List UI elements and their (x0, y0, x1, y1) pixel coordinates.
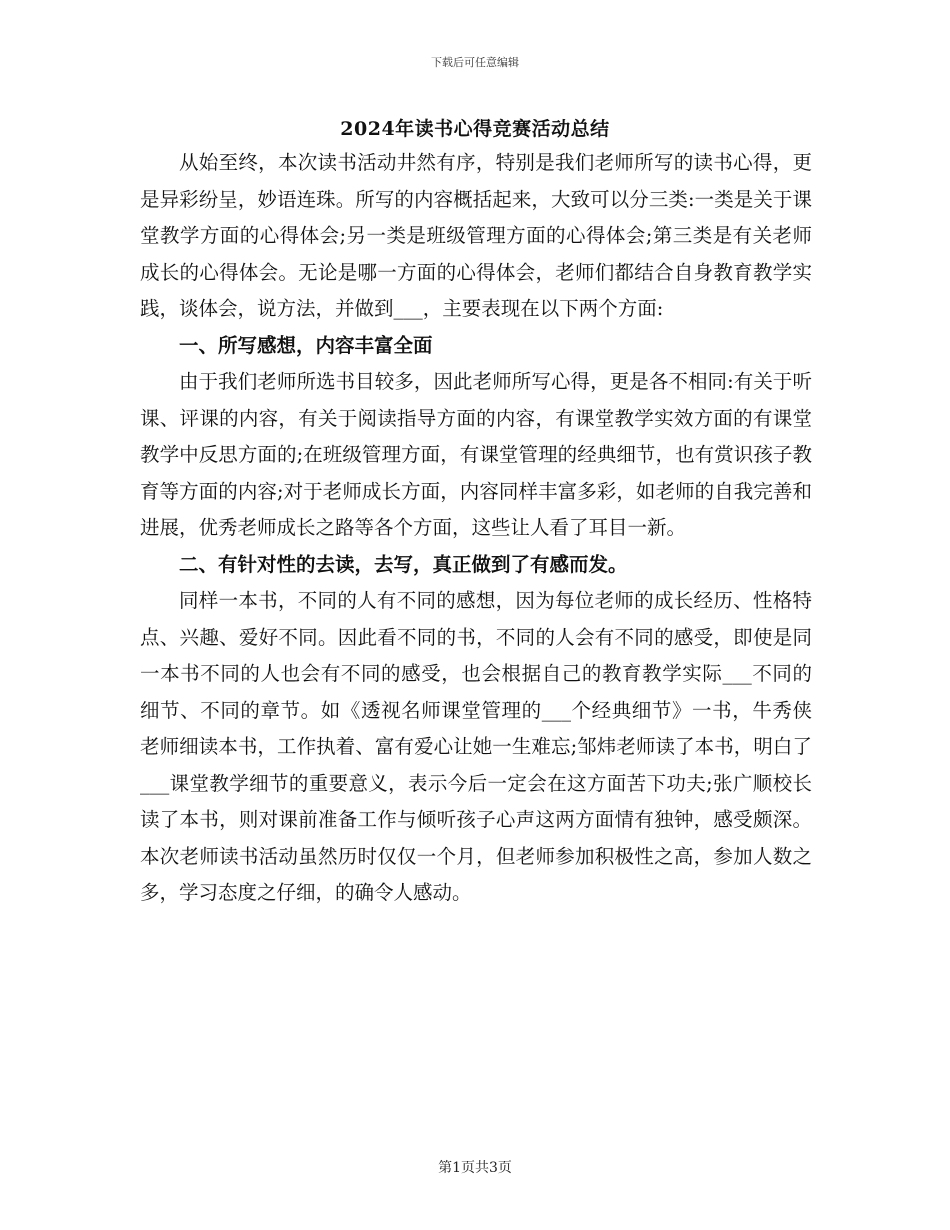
document-title: 2024年读书心得竞赛活动总结 (340, 118, 610, 140)
header-note: 下载后可任意编辑 (431, 56, 519, 69)
intro-paragraph: 从始至终，本次读书活动井然有序，特别是我们老师所写的读书心得，更是异彩纷呈，妙语连珠。所写的内容概括起来，大致可以分三类:一类是关于课堂教学方面的心得体会;另一类是班级管理方面的心得体会;第三类是有关老师成长的心得体会。无论是哪一方面的心得体会，老师们都结合自身教育教学实践，谈体会，说方法，并做到___，主要表现在以下两个方面: (140, 151, 812, 320)
section-2-paragraph: 同样一本书，不同的人有不同的感想，因为每位老师的成长经历、性格特点、兴趣、爱好不同。因此看不同的书，不同的人会有不同的感受，即使是同一本书不同的人也会有不同的感受，也会根据自己的教育教学实际___不同的细节、不同的章节。如《透视名师课堂管理的___个经典细节》一书，牛秀侠老师细读本书，工作执着、富有爱心让她一生难忘;邹炜老师读了本书，明白了___课堂教学细节的重要意义，表示今后一定会在这方面苦下功夫;张广顺校长读了本书，则对课前准备工作与倾听孩子心声这两方面情有独钟，感受颇深。本次老师读书活动虽然历时仅仅一个月，但老师参加积极性之高，参加人数之多，学习态度之仔细，的确令人感动。 (140, 589, 812, 904)
document-body (140, 145, 812, 912)
section-1-paragraph: 由于我们老师所选书目较多，因此老师所写心得，更是各不相同:有关于听课、评课的内容，有关于阅读指导方面的内容，有课堂教学实效方面的有课堂教学中反思方面的;在班级管理方面，有课堂管理的经典细节，也有赏识孩子教育等方面的内容;对于老师成长方面，内容同样丰富多彩，如老师的自我完善和进展，优秀老师成长之路等各个方面，这些让人看了耳目一新。 (140, 370, 812, 539)
section-2-heading: 二、有针对性的去读，去写，真正做到了有感而发。 (179, 552, 628, 576)
page-indicator: 第1页共3页 (438, 1160, 512, 1176)
section-1-heading: 一、所写感想，内容丰富全面 (179, 333, 433, 357)
